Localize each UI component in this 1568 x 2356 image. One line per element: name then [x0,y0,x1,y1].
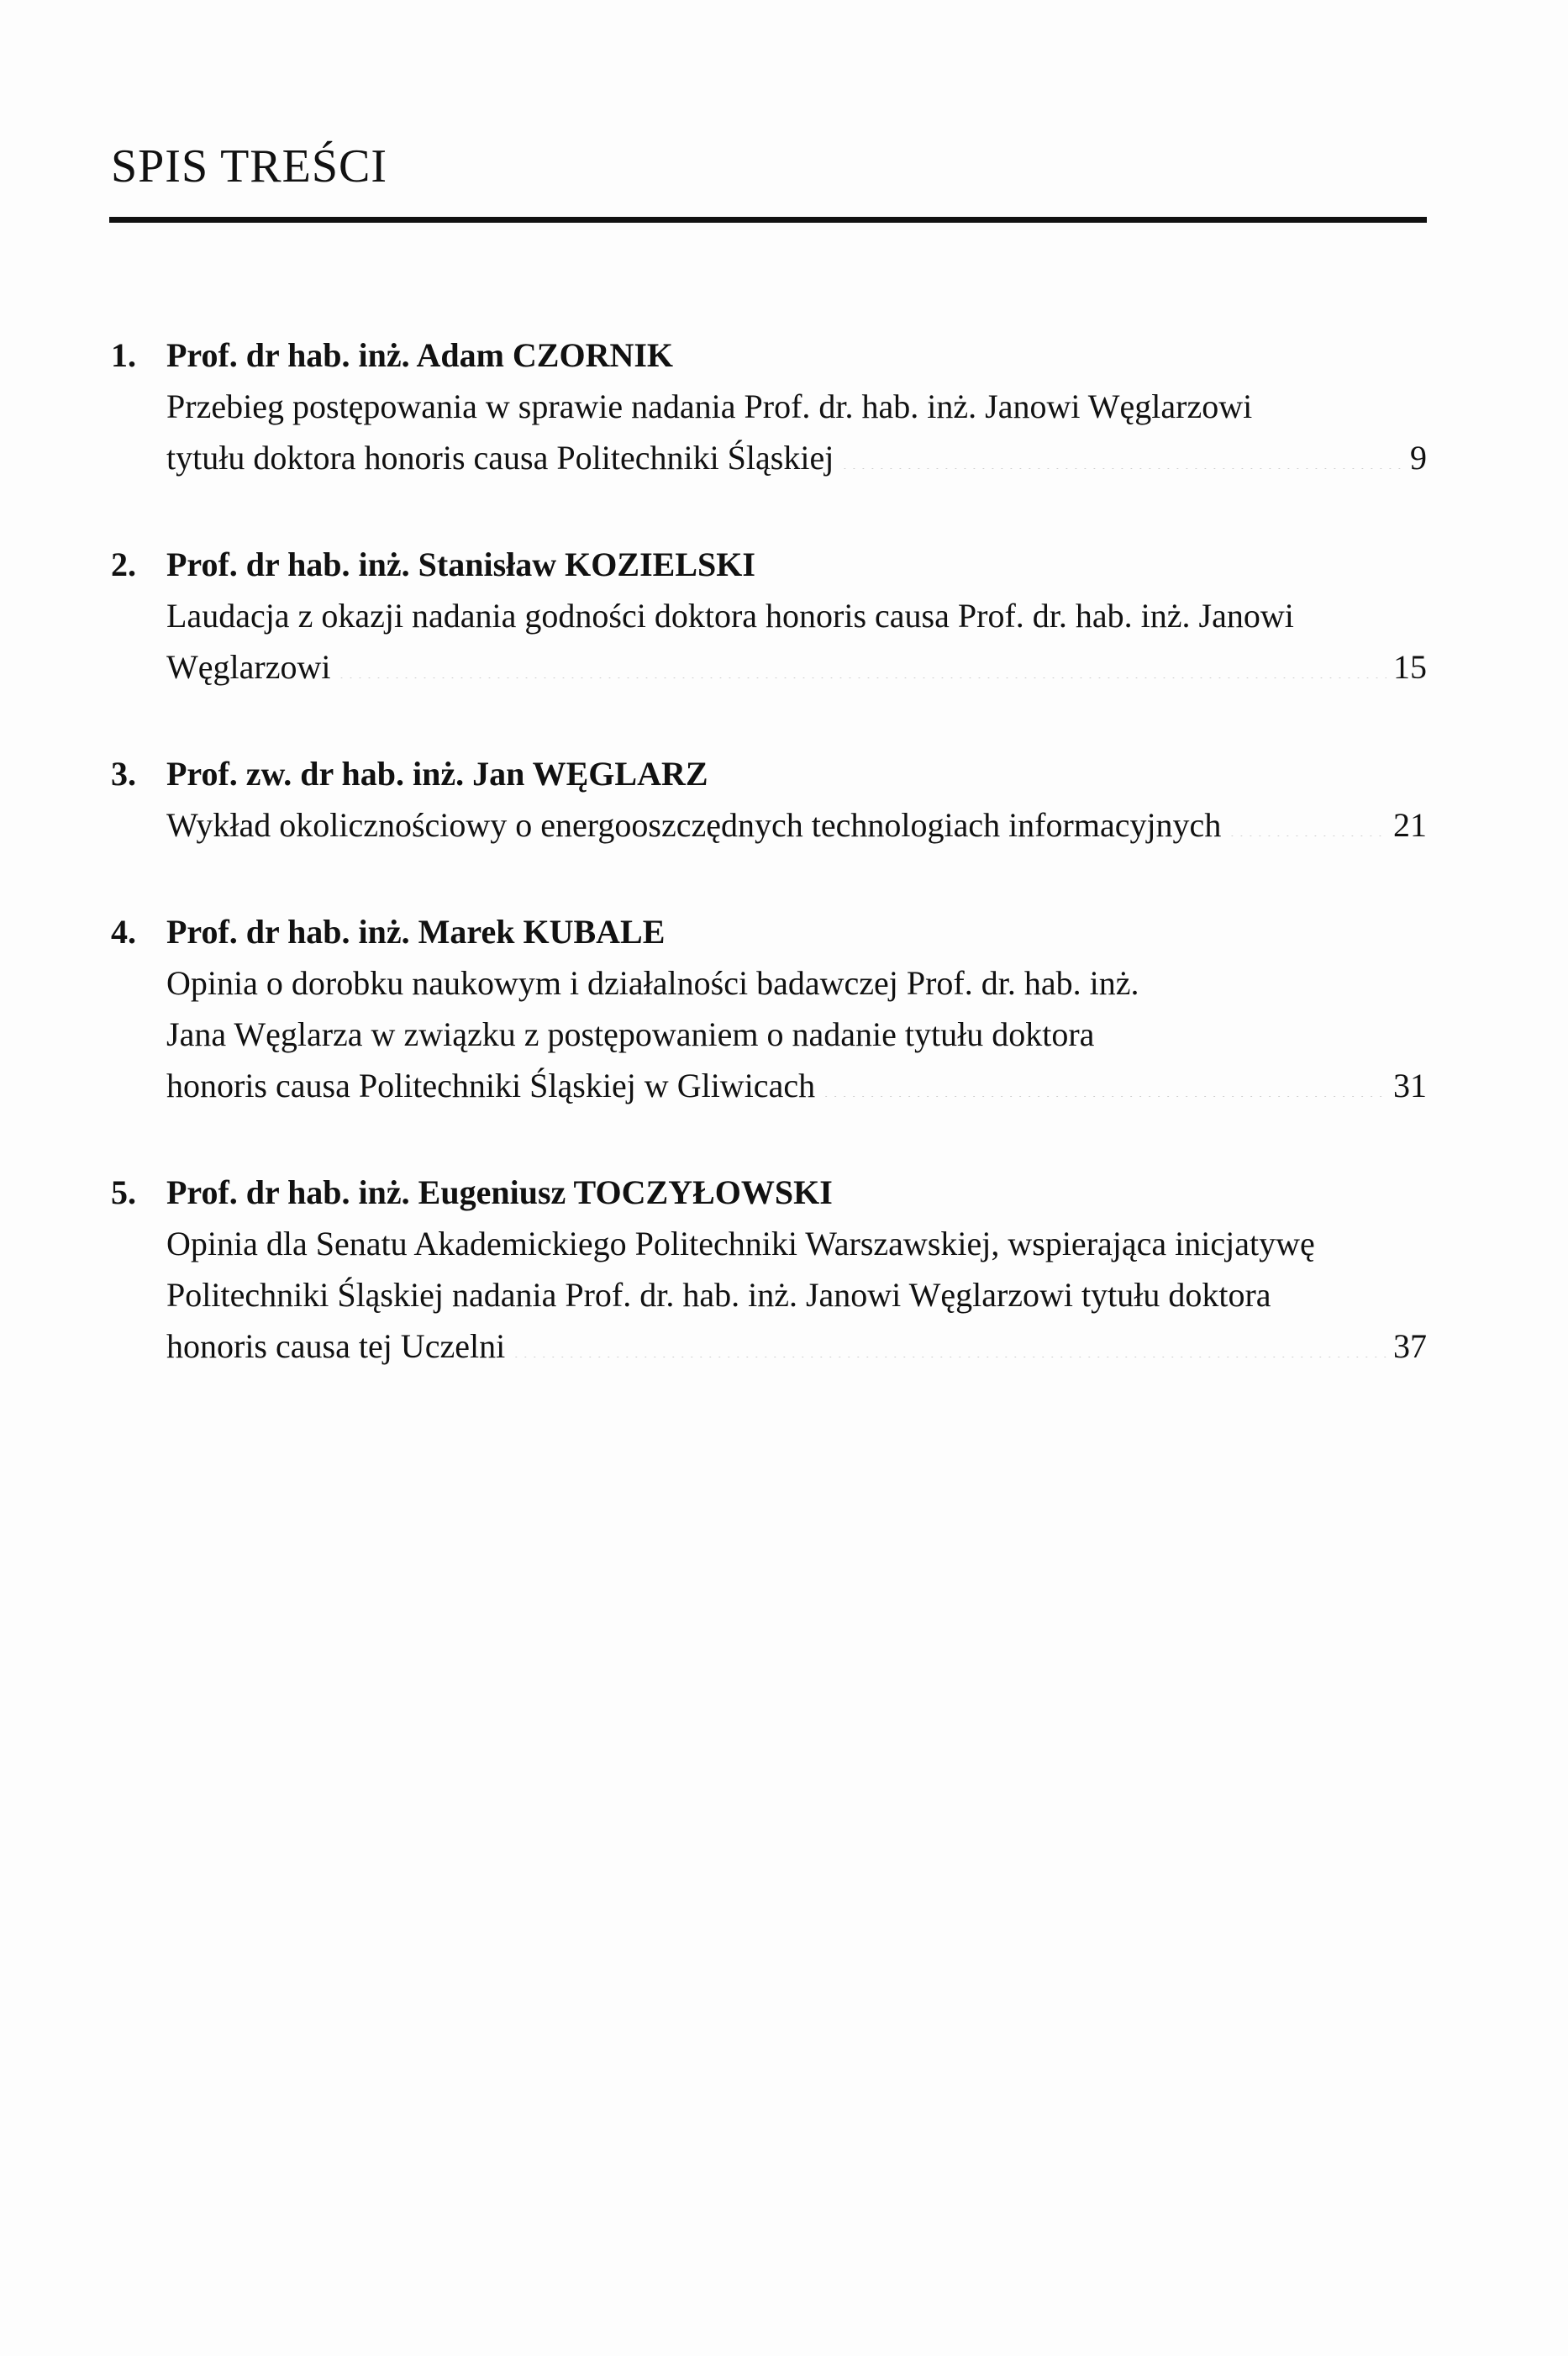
entry-title-line: Jana Węglarza w związku z postępowaniem o nadanie tytułu doktora [166,1015,1095,1053]
entry-title-line: honoris causa tej Uczelni [166,1327,506,1365]
entry-title-line: Wykład okolicznościowy o energooszczędnych technologiach informacyjnych [166,806,1222,844]
toc-entry-5 [111,1167,1427,1372]
dot-leader [840,435,1403,469]
entry-title-line: Opinia dla Senatu Akademickiego Politechniki Warszawskiej, wspierająca inicjatywę [166,1225,1315,1262]
entry-number: 4. [111,913,136,951]
entry-title-line: Przebieg postępowania w sprawie nadania Prof. dr. hab. inż. Janowi Węglarzowi [166,387,1253,425]
entry-number: 1. [111,336,136,374]
toc-entry-1 [111,329,1427,483]
entry-page-number: 21 [1393,806,1427,844]
entry-title-line: tytułu doktora honoris causa Politechniki Śląskiej [166,439,834,477]
toc-entry-4 [111,906,1427,1111]
entry-author: Prof. dr hab. inż. Eugeniusz TOCZYŁOWSKI [166,1173,833,1211]
entry-page-number: 9 [1410,439,1427,477]
heading-rule [109,217,1427,223]
entry-title-line: Opinia o dorobku naukowym i działalności badawczej Prof. dr. hab. inż. [166,964,1139,1002]
entry-author: Prof. dr hab. inż. Stanisław KOZIELSKI [166,546,755,583]
entry-number: 5. [111,1173,136,1211]
entry-title-line: Politechniki Śląskiej nadania Prof. dr. hab. inż. Janowi Węglarzowi tytułu doktora [166,1276,1271,1314]
toc-entry-2 [111,539,1427,693]
entry-title-last-line [166,1320,1427,1372]
dot-leader [337,645,1386,678]
entry-title-last-line [166,432,1427,483]
entry-title-last-line [166,1060,1427,1111]
entry-title-line: honoris causa Politechniki Śląskiej w Gliwicach [166,1067,816,1104]
entry-author: Prof. dr hab. inż. Marek KUBALE [166,913,666,951]
dot-leader [512,1324,1386,1357]
entry-title-last-line [166,641,1427,693]
toc-entry-3 [111,748,1427,851]
dot-leader [1228,803,1386,836]
entry-page-number: 37 [1393,1327,1427,1365]
entry-title-last-line [166,799,1427,851]
entry-title-line: Laudacja z okazji nadania godności doktora honoris causa Prof. dr. hab. inż. Janowi [166,597,1294,635]
entry-page-number: 31 [1393,1067,1427,1104]
entry-number: 3. [111,755,136,793]
entry-author: Prof. dr hab. inż. Adam CZORNIK [166,336,674,374]
page-title: SPIS TREŚCI [111,140,387,192]
toc-list [111,329,1427,1372]
entry-title-line: Węglarzowi [166,648,331,686]
entry-author: Prof. zw. dr hab. inż. Jan WĘGLARZ [166,755,708,793]
entry-number: 2. [111,546,136,583]
dot-leader [822,1063,1386,1097]
entry-page-number: 15 [1393,648,1427,686]
